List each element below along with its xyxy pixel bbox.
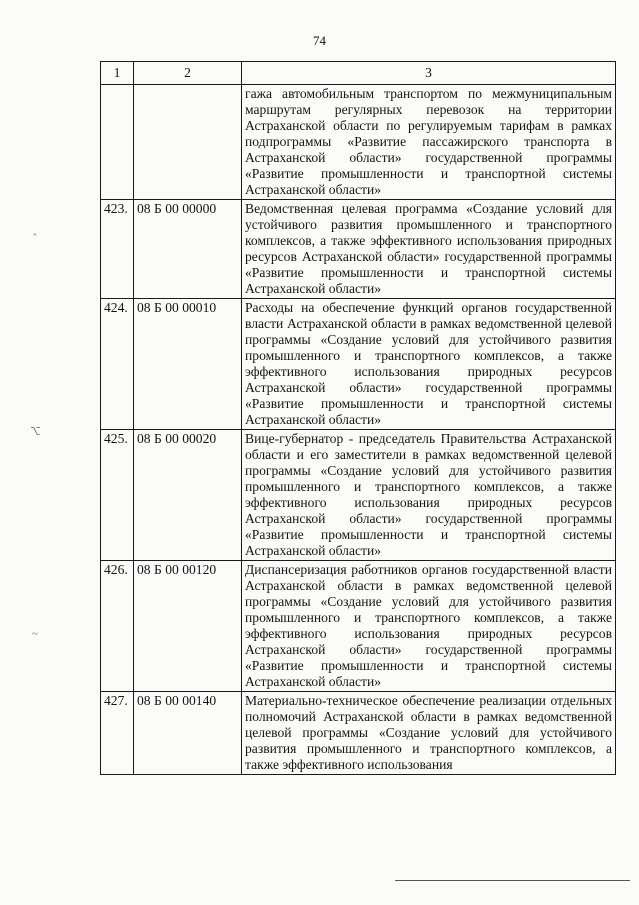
header-cell-1: 1: [101, 62, 134, 85]
header-cell-2: 2: [134, 62, 242, 85]
table-row: [101, 430, 616, 561]
scan-artifact: ‸: [33, 224, 37, 236]
row-number: 425.: [101, 430, 134, 561]
row-text: Материально-техническое обеспечение реализации отдельных полномочий Астраханской области в рамках ведомственной целевой программы «Создание условий для устойчивого развития промышленного и транспортного комплексов, а также эффективного использования: [242, 692, 616, 775]
row-number: 423.: [101, 200, 134, 299]
row-code: 08 Б 00 00000: [134, 200, 242, 299]
table-row: [101, 561, 616, 692]
scan-artifact: ~: [32, 628, 38, 640]
row-code: 08 Б 00 00140: [134, 692, 242, 775]
table-row: [101, 692, 616, 775]
row-number: [101, 85, 134, 200]
table-row: [101, 85, 616, 200]
table-row: [101, 299, 616, 430]
row-number: 426.: [101, 561, 134, 692]
row-text: Расходы на обеспечение функций органов государственной власти Астраханской области в рамках ведомственной целевой программы «Создание условий для устойчивого развития промышленного и транспортного комплексов, а также эффективного использования природных ресурсов Астраханской области» государственной программы «Развитие промышленности и транспортной системы Астраханской области»: [242, 299, 616, 430]
row-number: 424.: [101, 299, 134, 430]
page-number: 74: [313, 33, 326, 48]
row-code: 08 Б 00 00010: [134, 299, 242, 430]
table-row: [101, 200, 616, 299]
document-table: [100, 61, 616, 775]
row-text: Вице-губернатор - председатель Правительства Астраханской области и его заместители в рамках ведомственной целевой программы «Создание условий для устойчивого развития промышленного и транспортного комплексов, а также эффективного использования природных ресурсов Астраханской области» государственной программы «Развитие промышленности и транспортной системы Астраханской области»: [242, 430, 616, 561]
header-cell-3: 3: [242, 62, 616, 85]
row-code: 08 Б 00 00120: [134, 561, 242, 692]
scan-edge-line: [395, 880, 630, 881]
scan-artifact: ⌥: [30, 426, 41, 438]
row-text: Ведомственная целевая программа «Создание условий для устойчивого развития промышленного и транспортного комплексов, а также эффективного использования природных ресурсов Астраханской области» государственной программы «Развитие промышленности и транспортной системы Астраханской области»: [242, 200, 616, 299]
row-code: [134, 85, 242, 200]
header-row: [101, 62, 616, 85]
row-text: Диспансеризация работников органов государственной власти Астраханской области в рамках ведомственной целевой программы «Создание условий для устойчивого развития промышленного и транспортного комплексов, а также эффективного использования природных ресурсов Астраханской области» государственной программы «Развитие промышленности и транспортной системы Астраханской области»: [242, 561, 616, 692]
row-text: гажа автомобильным транспортом по межмуниципальным маршрутам регулярных перевозок на территории Астраханской области по регулируемым тарифам в рамках подпрограммы «Развитие пассажирского транспорта в Астраханской области» государственной программы «Развитие промышленности и транспортной системы Астраханской области»: [242, 85, 616, 200]
row-number: 427.: [101, 692, 134, 775]
row-code: 08 Б 00 00020: [134, 430, 242, 561]
